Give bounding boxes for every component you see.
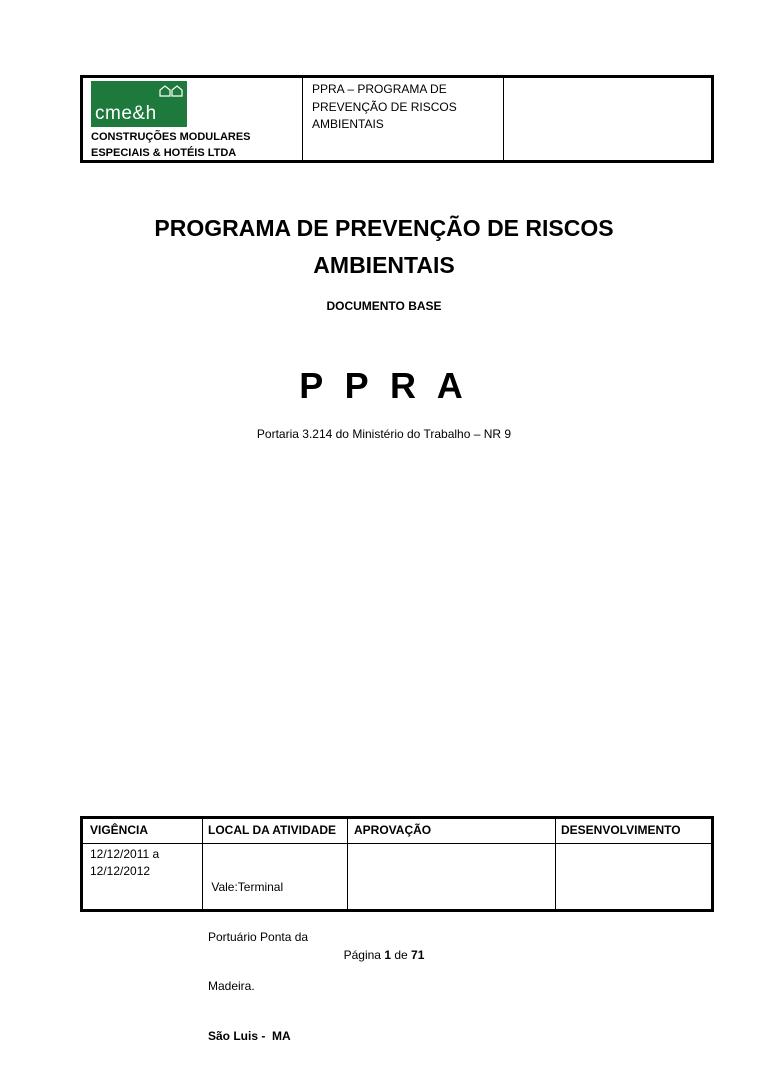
- cell-local: Vale:Terminal Portuário Ponta da Madeira. São Luis - MA: [208, 880, 309, 1043]
- header-vigencia: VIGÊNCIA: [90, 823, 149, 837]
- logo-text: cme&h: [95, 103, 157, 124]
- company-logo: [91, 81, 187, 127]
- acronym-title: P P R A: [299, 365, 469, 406]
- house-logo-icon: [159, 85, 183, 97]
- header-divider: [302, 78, 303, 160]
- company-name: CONSTRUÇÕES MODULARES ESPECIAIS & HOTÉIS LTDA: [91, 131, 251, 159]
- document-subtitle: DOCUMENTO BASE: [326, 299, 442, 313]
- portaria-reference: Portaria 3.214 do Ministério do Trabalho – NR 9: [256, 427, 512, 441]
- header-table: [80, 75, 714, 163]
- header-desenvolvimento: DESENVOLVIMENTO: [561, 823, 681, 837]
- header-doc-title: PPRA – PROGRAMA DE PREVENÇÃO DE RISCOS AMBIENTAIS: [312, 82, 457, 131]
- table-divider: [202, 819, 203, 909]
- table-divider: [555, 819, 556, 909]
- cell-vigencia: 12/12/2011 a 12/12/2012: [90, 847, 160, 878]
- header-aprovacao: APROVAÇÃO: [354, 823, 432, 837]
- page-title: PROGRAMA DE PREVENÇÃO DE RISCOS AMBIENTAIS: [154, 215, 614, 278]
- page-number: Página 1 de 71: [343, 948, 425, 962]
- header-local: LOCAL DA ATIVIDADE: [208, 823, 336, 837]
- header-divider: [503, 78, 504, 160]
- table-header-divider: [83, 843, 711, 844]
- table-divider: [347, 819, 348, 909]
